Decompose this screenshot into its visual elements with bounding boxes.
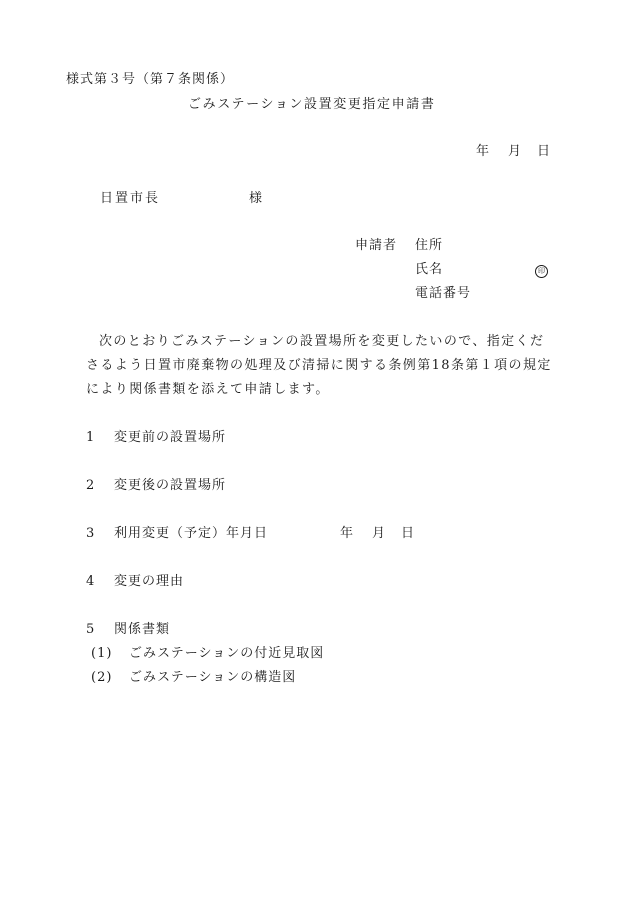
body-line-1: 次のとおりごみステーションの設置場所を変更したいので、指定くだ	[99, 334, 545, 349]
item-1-label: 変更前の設置場所	[114, 430, 227, 445]
item-4-label: 変更の理由	[114, 574, 185, 589]
page-title: ごみステーション設置変更指定申請書	[188, 97, 436, 112]
item-3-year: 年	[340, 526, 355, 541]
body-line-3: により関係書類を添えて申請します。	[86, 382, 330, 397]
attachment-2-label: ごみステーションの構造図	[129, 670, 297, 685]
item-5-label: 関係書類	[114, 622, 171, 637]
seal-mark	[535, 263, 548, 278]
item-5-number: 5	[86, 622, 96, 637]
item-4-number: 4	[86, 574, 96, 589]
addressee-name: 日置市長	[100, 191, 161, 206]
date-year: 年	[476, 144, 491, 159]
attachment-2	[91, 671, 296, 684]
item-2	[86, 479, 226, 492]
form-number: 様式第３号（第７条関係）	[66, 72, 235, 87]
attachment-1	[91, 647, 324, 660]
item-3-month: 月	[372, 526, 387, 541]
seal-icon: 印	[535, 265, 548, 278]
name-label: 氏名	[415, 262, 444, 277]
phone-label: 電話番号	[415, 286, 472, 301]
item-2-number: 2	[86, 478, 96, 493]
addressee-honorific: 様	[249, 191, 264, 206]
item-3-number: 3	[86, 526, 96, 541]
item-1	[86, 431, 226, 444]
date-day: 日	[537, 144, 552, 159]
item-5	[86, 623, 170, 636]
item-4	[86, 575, 184, 588]
item-3-label: 利用変更（予定）年月日	[114, 526, 269, 541]
date-month: 月	[508, 144, 523, 159]
applicant-label: 申請者	[355, 238, 398, 253]
item-2-label: 変更後の設置場所	[114, 478, 227, 493]
address-label: 住所	[415, 238, 444, 253]
item-1-number: 1	[86, 430, 96, 445]
item-3-day: 日	[401, 526, 416, 541]
item-3	[86, 527, 268, 540]
attachment-1-number: (1)	[91, 646, 113, 661]
attachment-1-label: ごみステーションの付近見取図	[129, 646, 325, 661]
body-line-2: さるよう日置市廃棄物の処理及び清掃に関する条例第18条第１項の規定	[86, 358, 552, 373]
attachment-2-number: (2)	[91, 670, 113, 685]
